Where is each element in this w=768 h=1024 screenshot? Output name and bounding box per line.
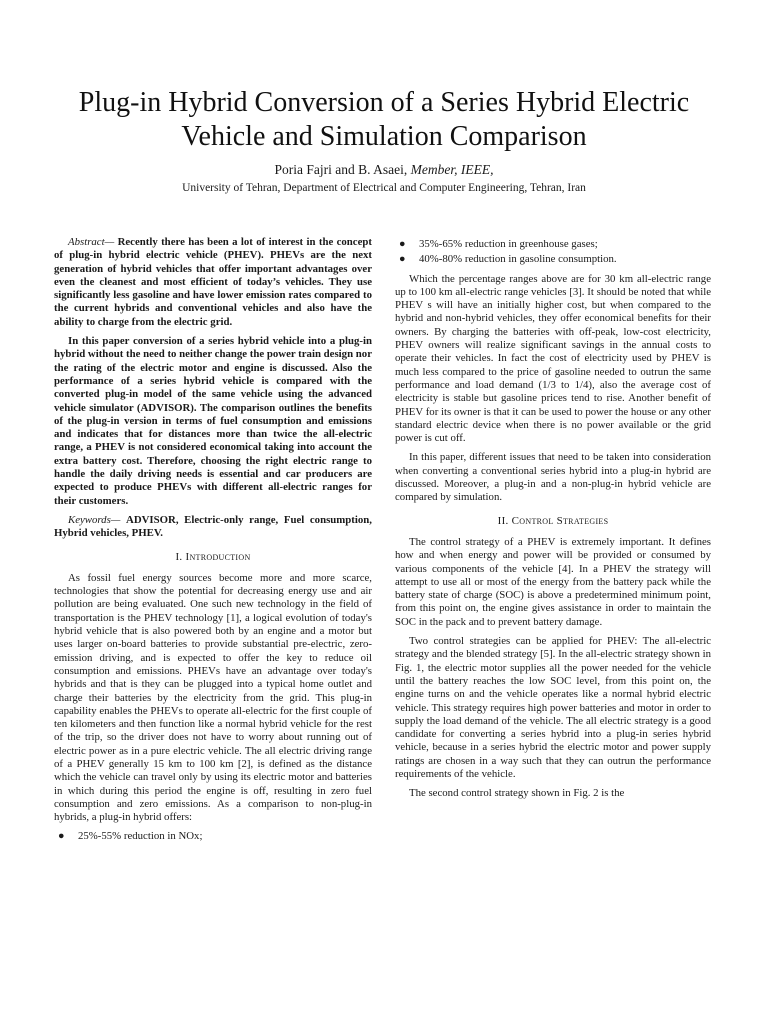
- bullet-icon: ●: [58, 830, 65, 843]
- intro-paragraph-1: As fossil fuel energy sources become more and more scarce, technologies that show the potential for decreasing energy use and air pollution are being evaluated. One such new technology in the field of transportation is the PHEV technology [1], a logical evolution of today's hybrid vehicle that is also powered both by an engine and a motor but uses larger on-board batteries to provide substantial pre-electric, zero-emission driving, and is expected to offer the key to reduce oil consumption and emissions. PHEVs have an advantage over today's hybrids and that is they can be plugged into a typical home outlet and charge their batteries by the electricity from the grid. This plug-in capability enables the PHEVs to operate all-electric for the first couple of ten kilometers and then function like a normal hybrid vehicle for the rest of the trip, so the driver does not have to worry about running out of electric power as in a pure electric vehicle. The all electric driving range of a PHEV generally 15 km to 100 km [2], is defined as the distance which the vehicle can travel only by using its electric motor and batteries in which during this period the engine is off, resulting in zero fuel consumption and zero emissions. As a comparison to non-plug-in hybrids, a plug-in hybrid offers:: [54, 571, 372, 824]
- right-column: [395, 236, 711, 807]
- bullet-icon: ●: [399, 253, 406, 266]
- section-heading-introduction: I. Introduction: [175, 550, 251, 563]
- abstract-text-1: Recently there has been a lot of interest in the concept of plug-in hybrid electric vehicle (PHEV). PHEVs are the next generation of hybrid vehicles that offer important advantages over even the cleanest and most efficient of today’s vehicles. They use significantly less gasoline and have lower emission rates compared to the current hybrids and conventional vehicles and also have the ability to charge from the electric grid.: [54, 236, 372, 328]
- intro-paragraph-2: Which the percentage ranges above are for 30 km all-electric range up to 100 km all-electric range vehicles [3]. It should be noted that while PHEV s will have an initially higher cost, but when compared to the hybrid and non-hybrid vehicles, they offer economical benefits for their owners. By charging the batteries with off-peak, low-cost electricity, PHEV owners will realize significant savings in the annual costs to operate their vehicles. In fact the cost of electricity used by PHEV is much less compared to the price of gasoline needed to outrun the same performance and load demand (1/3 to 1/4), also the average cost of electricity is stable but gasoline prices tend to rise. Another benefit of PHEV for its owner is that it can be used to power the house or any other standard electric device when there is no power available or the grid power is cut off.: [395, 272, 711, 445]
- keywords-paragraph: Keywords— ADVISOR, Electric-only range, Fuel consumption, Hybrid vehicles, PHEV.: [54, 513, 372, 540]
- abstract-paragraph-2: In this paper conversion of a series hybrid vehicle into a plug-in hybrid without the need to neither change the power train design nor the rating of the electric motor and engine is discussed. Also the performance of a series hybrid vehicle is compared with the converted plug-in model of the same vehicle using the advanced vehicle simulator (ADVISOR). The comparison outlines the benefits of the plug-in version in terms of fuel consumption and emissions and indicates that for distances more than twice the all-electric range, a PHEV is not considered economical taking into account the extra battery cost. Therefore, choosing the right electric range to handle the daily driving needs is essential and car producers are expected to produce PHEVs with different all-electric ranges for their customers.: [54, 335, 372, 507]
- bullet-list-left: [54, 830, 372, 843]
- paper-title: Plug-in Hybrid Conversion of a Series Hybrid Electric Vehicle and Simulation Comparison: [78, 87, 690, 152]
- control-paragraph-2: Two control strategies can be applied for PHEV: The all-electric strategy and the blended strategy [5]. In the all-electric strategy shown in Fig. 1, the electric motor supplies all the power needed for the vehicle until the battery reaches the low SOC level, from this point on, the engine turns on and the vehicle operates like a normal hybrid electric vehicle. This strategy requires high power batteries and motor in order to supply the load demand of the vehicle. The all electric strategy is a good candidate for converting a series hybrid into a plug-in series hybrid vehicle, because in a series hybrid the electric motor and power supply ratings are chosen in a way such that they can outrun the performance requirements of the vehicle.: [395, 635, 711, 780]
- left-column: [54, 236, 372, 850]
- affiliation: University of Tehran, Department of Electrical and Computer Engineering, Tehran, Iran: [182, 182, 586, 194]
- keywords-label: Keywords: [68, 513, 111, 526]
- section-heading-control-strategies: II. Control Strategies: [497, 514, 609, 527]
- control-paragraph-1: The control strategy of a PHEV is extremely important. It defines how and when energy and power will be provided or consumed by various components of the vehicle [4]. In a PHEV the strategy will attempt to use all or most of the energy from the battery pack while the battery state of charge (SOC) is above a predetermined minimum point, from this point on, the engine gives assistance in order to maintain the SOC in the pack and to prevent battery damage.: [395, 535, 711, 628]
- control-paragraph-3: The second control strategy shown in Fig. 2 is the: [409, 787, 625, 800]
- intro-paragraph-3: In this paper, different issues that need to be taken into consideration when converting a conventional series hybrid into a plug-in hybrid are discussed. Moreover, a plug-in and a non-plug-in hybrid vehicle are compared by simulation.: [395, 451, 711, 504]
- abstract-paragraph-1: Abstract— Recently there has been a lot of interest in the concept of plug-in hybrid electric vehicle (PHEV). PHEVs are the next generation of hybrid vehicles that offer important advantages over even the cleanest and most efficient of today’s vehicles. They use significantly less gasoline and have lower emission rates compared to the current hybrids and conventional vehicles and also have the ability to charge from the electric grid.: [54, 236, 372, 328]
- abstract-label: Abstract: [68, 236, 105, 248]
- list-item: ● 25%-55% reduction in NOx;: [58, 830, 203, 843]
- authors-names: Poria Fajri and B. Asaei,: [274, 162, 411, 177]
- bullet-list-right: [395, 238, 711, 267]
- authors-membership: Member, IEEE,: [410, 162, 494, 177]
- bullet-icon: ●: [399, 238, 406, 250]
- authors-line: [40, 162, 728, 178]
- keywords-text: ADVISOR, Electric-only range, Fuel consumption, Hybrid vehicles, PHEV.: [54, 513, 372, 540]
- list-item: ● 35%-65% reduction in greenhouse gases;: [399, 238, 598, 250]
- list-item: ● 40%-80% reduction in gasoline consumption.: [399, 253, 617, 266]
